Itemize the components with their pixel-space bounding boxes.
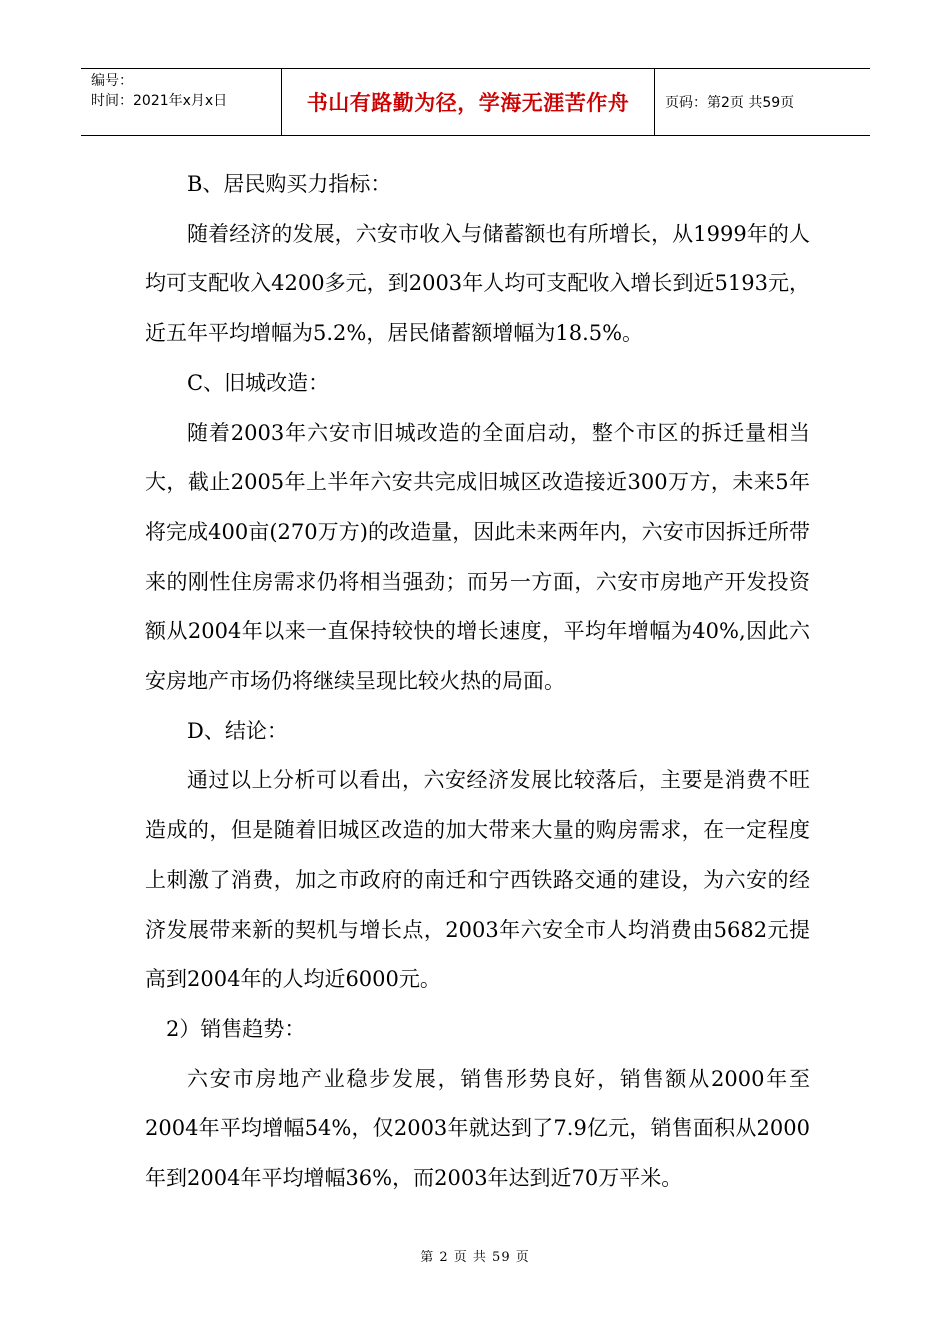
header-page-cell <box>655 69 870 135</box>
header-meta-cell <box>81 69 282 135</box>
section-2-paragraph: 六安市房地产业稳步发展，销售形势良好，销售额从2000年至2004年平均增幅54%，仅2003年就达到了7.9亿元，销售面积从2000年到2004年平均增幅36%，而2003年达到近70万平米。 <box>145 1066 810 1191</box>
document-header <box>81 68 870 136</box>
section-2-heading: 2）销售趋势： <box>166 1016 306 1041</box>
page-footer: 第 2 页 共 59 页 <box>420 1250 530 1265</box>
header-page-number: 页码：第2页 共59页 <box>665 95 795 111</box>
document-date-label: 时间：2021年x月x日 <box>91 93 228 109</box>
document-body <box>145 160 810 1204</box>
document-number-label: 编号： <box>91 73 133 89</box>
section-b-paragraph: 随着经济的发展，六安市收入与储蓄额也有所增长，从1999年的人均可支配收入4200多元，到2003年人均可支配收入增长到近5193元，近五年平均增幅为5.2%，居民储蓄额增幅为18.5%。 <box>145 221 810 346</box>
section-d-paragraph: 通过以上分析可以看出，六安经济发展比较落后，主要是消费不旺造成的，但是随着旧城区改造的加大带来大量的购房需求，在一定程度上刺激了消费，加之市政府的南迁和宁西铁路交通的建设，为六安的经济发展带来新的契机与增长点，2003年六安全市人均消费由5682元提高到2004年的人均近6000元。 <box>145 768 810 992</box>
header-motto-cell <box>282 69 655 135</box>
section-c-heading: C、旧城改造： <box>187 370 330 395</box>
section-d-heading: D、结论： <box>187 718 288 743</box>
section-b-heading: B、居民购买力指标： <box>187 172 392 196</box>
header-motto: 书山有路勤为径，学海无涯苦作舟 <box>306 91 630 115</box>
section-c-paragraph: 随着2003年六安市旧城改造的全面启动，整个市区的拆迁量相当大，截止2005年上半年六安共完成旧城区改造接近300万方，未来5年将完成400亩(270万方)的改造量，因此未来两年内，六安市因拆迁所带来的刚性住房需求仍将相当强劲；而另一方面，六安市房地产开发投资额从2004年以来一直保持较快的增长速度，平均年增幅为40%,因此六安房地产市场仍将继续呈现比较火热的局面。 <box>145 420 810 694</box>
